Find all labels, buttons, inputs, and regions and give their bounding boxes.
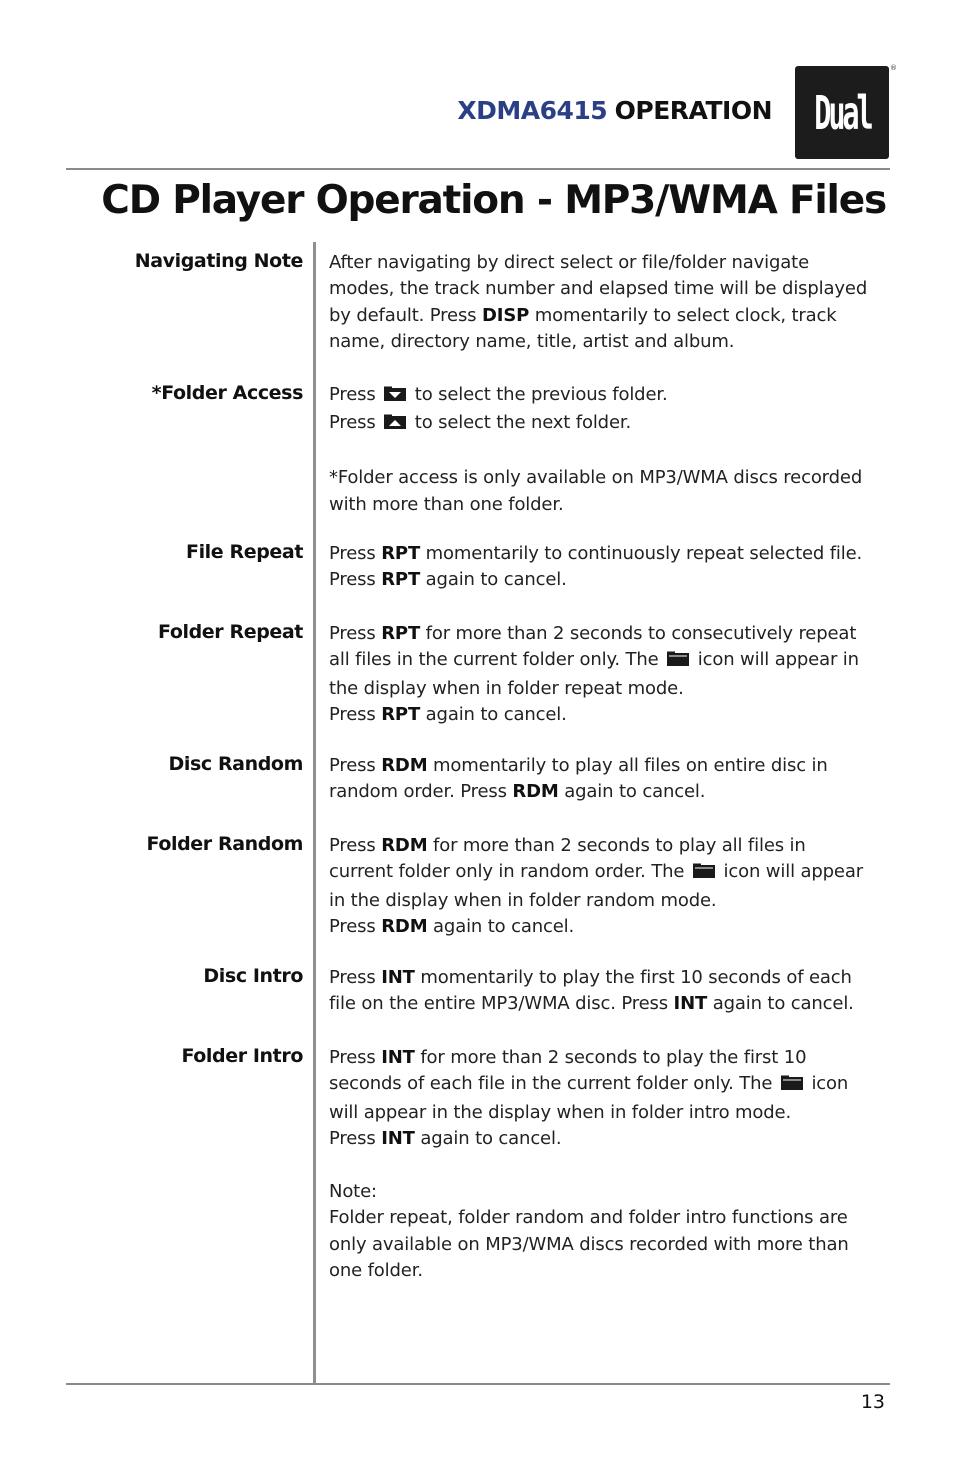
page-title: CD Player Operation - MP3/WMA Files	[101, 178, 886, 223]
folder-icon	[692, 861, 716, 887]
registered-mark: ®	[890, 64, 897, 72]
operation-label: OPERATION	[614, 96, 772, 125]
logo-text: Dual	[813, 85, 871, 140]
text-disc-random: Press RDM momentarily to play all files on entire disc in random order. Press RDM again to cancel.	[329, 755, 828, 803]
text-navigating-note: After navigating by direct select or file/folder navigate modes, the track number and elapsed time will be displayed by default. Press DISP momentarily to select clock, track name, directory name, title, artist and album.	[329, 252, 868, 353]
folder-icon	[666, 649, 690, 675]
top-divider	[66, 168, 890, 170]
label-folder-random: Folder Random	[146, 833, 303, 855]
page-number: 13	[860, 1391, 885, 1413]
text-folder-repeat: Press RPT for more than 2 seconds to consecutively repeat all files in the current folder only. The icon will appear in the display when in folder repeat mode. Press RPT again to cancel.	[329, 623, 859, 726]
dual-logo	[795, 66, 889, 159]
note-label: Note:	[329, 1181, 377, 1203]
folder-up-icon	[383, 412, 407, 438]
column-divider	[313, 242, 316, 1384]
label-folder-access: *Folder Access	[151, 382, 303, 404]
model-number: XDMA6415	[457, 96, 608, 125]
folder-icon	[780, 1073, 804, 1099]
text-disc-intro: Press INT momentarily to play the first 10 seconds of each file on the entire MP3/WMA disc. Press INT again to cancel.	[329, 967, 854, 1015]
text-folder-access: Press to select the previous folder. Press to select the next folder. *Folder access is only available on MP3/WMA discs recorded with more than one folder.	[329, 384, 863, 515]
label-navigating-note: Navigating Note	[134, 250, 303, 272]
label-folder-intro: Folder Intro	[181, 1045, 303, 1067]
label-disc-intro: Disc Intro	[203, 965, 303, 987]
folder-down-icon	[383, 384, 407, 410]
header-title	[457, 96, 772, 125]
label-file-repeat: File Repeat	[185, 541, 303, 563]
text-file-repeat: Press RPT momentarily to continuously repeat selected file. Press RPT again to cancel.	[329, 543, 863, 591]
bottom-divider	[66, 1383, 890, 1385]
label-disc-random: Disc Random	[168, 753, 303, 775]
text-folder-random: Press RDM for more than 2 seconds to play all files in current folder only in random order. The icon will appear in the display when in folder random mode. Press RDM again to cancel.	[329, 835, 863, 938]
text-folder-intro: Press INT for more than 2 seconds to play the first 10 seconds of each file in the current folder only. The icon will appear in the display when in folder intro mode. Press INT again to cancel. Note: Folder repeat, folder random and folder intro functions are only available on MP3/WMA discs recorded with more than one folder.	[329, 1045, 891, 1285]
label-folder-repeat: Folder Repeat	[158, 621, 303, 643]
